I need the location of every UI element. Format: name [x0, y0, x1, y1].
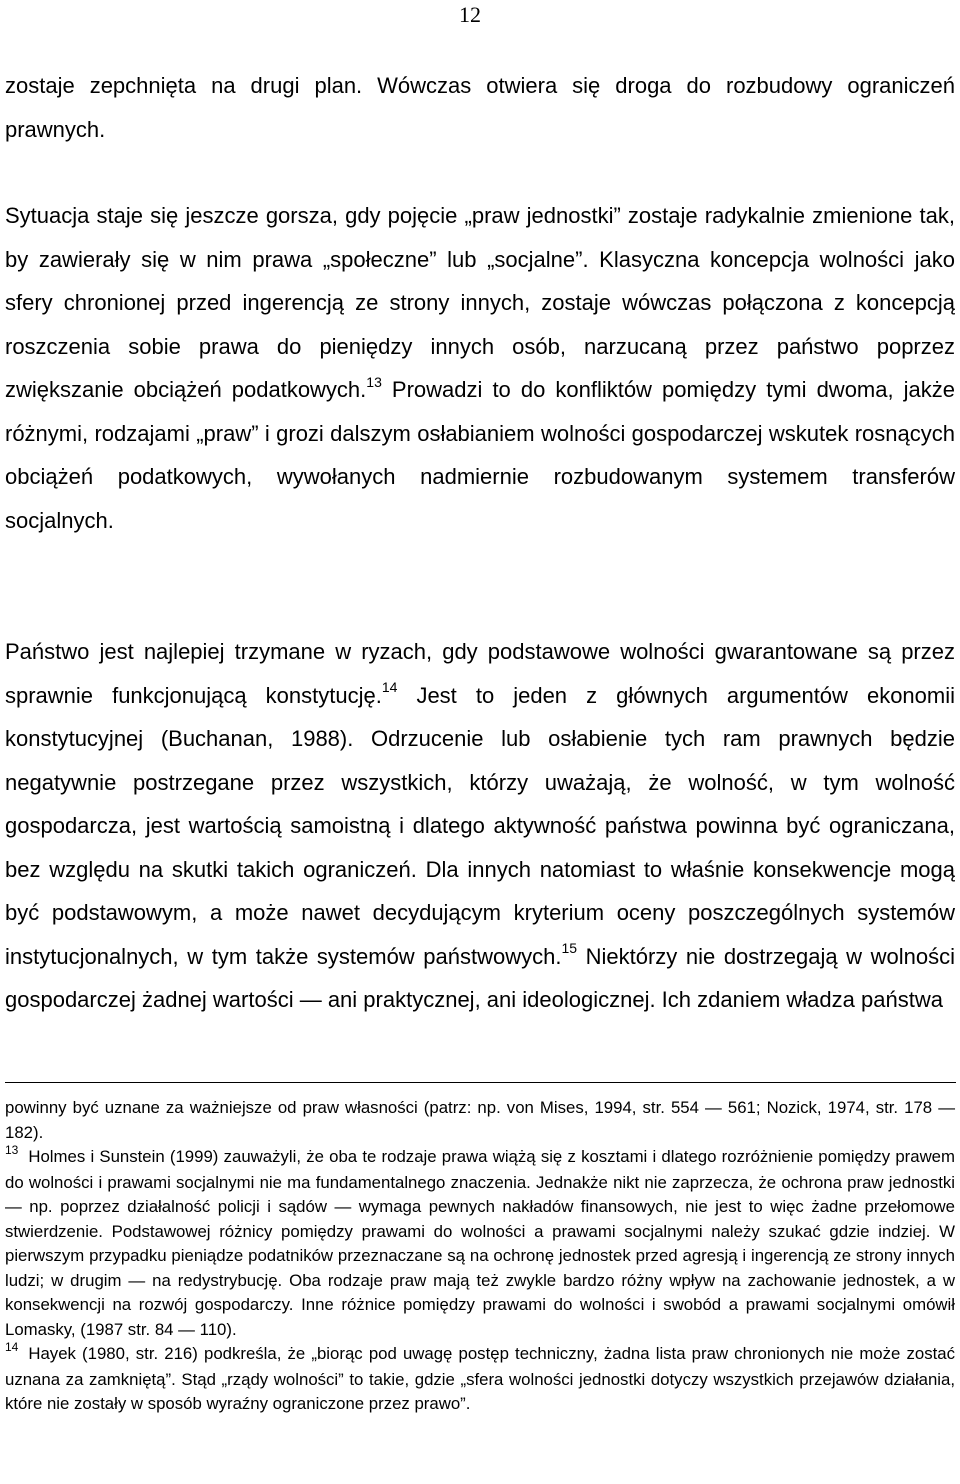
footnote-mark: 14 — [5, 1340, 19, 1354]
footnote-reference-15: 15 — [561, 940, 578, 957]
paragraph-text: zostaje zepchnięta na drugi plan. Wówczas otwiera się droga do rozbudowy ograniczeń prawnych. — [5, 73, 955, 142]
text-segment: Państwo jest najlepiej trzymane w ryzach, gdy podstawowe wolności gwarantowane są przez sprawnie funkcjonującą konstytucję. — [5, 639, 955, 708]
paragraph-2 — [5, 194, 955, 542]
footnote-reference-13: 13 — [366, 373, 382, 390]
text-segment: Niektórzy nie dostrzegają w wolności gospodarczej żadnej wartości — ani praktycznej, ani ideologicznej. Ich zdaniem władza państwa — [5, 943, 955, 1012]
footnote-continuation: powinny być uznane za ważniejsze od praw własności (patrz: np. von Mises, 1994, str. 554 — 561; Nozick, 1974, str. 178 — 182). — [5, 1098, 955, 1142]
footnote-mark: 13 — [5, 1143, 19, 1157]
footnote-13 — [5, 1145, 955, 1342]
footnote-reference-14: 14 — [381, 679, 398, 696]
footnote-separator — [5, 1082, 956, 1083]
footnote-text: Holmes i Sunstein (1999) zauważyli, że oba te rodzaje prawa wiążą się z kosztami i dlatego rozróżnienie pomiędzy prawem do wolności i prawami socjalnymi nie ma fundamentalnego znaczenia. Jednakże nikt nie zaprzecza, że ochrona praw jednostki — np. poprzez działalność policji i sądów — wymaga pewnych nakładów finansowych, nie jest to więc żadne przełomowe stwierdzenie. Podstawowej różnicy pomiędzy prawami do wolności a prawami socjalnymi należy szukać gdzie indziej. W pierwszym przypadku pieniądze podatników przeznaczane są na ochronę jednostek przed agresją i ingerencją ze strony innych ludzi; w drugim — na redystrybucję. Oba rodzaje praw mają też zwykle bardzo różny wpływ na zachowanie jednostek, a w konsekwencji na rozwój gospodarczy. Inne różnice pomiędzy prawami do wolności i swobód a prawami socjalnymi omówił Lomasky, (1987 str. 84 — 110). — [5, 1147, 955, 1339]
footnotes — [5, 1096, 955, 1417]
footnote-14 — [5, 1342, 955, 1417]
text-segment: Jest to jeden z głównych argumentów ekonomii konstytucyjnej (Buchanan, 1988). Odrzucenie lub osłabienie tych ram prawnych będzie negatywnie postrzegane przez wszystkich, którzy uważają, że wolność, w tym wolność gospodarcza, jest wartością samoistną i dlatego aktywność państwa powinna być ograniczana, bez względu na skutki takich ograniczeń. Dla innych natomiast to właśnie konsekwencje mogą być podstawowym, a może nawet decydującym kryterium oceny poszczególnych systemów instytucjonalnych, w tym także systemów państwowych. — [5, 682, 956, 969]
paragraph-3 — [5, 630, 955, 1022]
text-segment: Prowadzi to do konfliktów pomiędzy tymi dwoma, jakże różnymi, rodzajami „praw” i grozi dalszym osłabianiem wolności gospodarczej wskutek rosnących obciążeń podatkowych, wywołanych nadmiernie rozbudowanym systemem transferów socjalnych. — [5, 377, 956, 533]
page-number: 12 — [459, 2, 481, 27]
text-segment: Sytuacja staje się jeszcze gorsza, gdy pojęcie „praw jednostki” zostaje radykalnie zmienione tak, by zawierały się w nim prawa „społeczne” lub „socjalne”. Klasyczna koncepcja wolności jako sfery chronionej przed ingerencją ze strony innych, zostaje wówczas połączona z koncepcją roszczenia sobie prawa do pieniędzy innych osób, narzucaną przez państwo poprzez zwiększanie obciążeń podatkowych. — [5, 203, 955, 402]
paragraph-text — [5, 630, 955, 1022]
paragraph-text — [5, 194, 955, 542]
paragraph-1 — [5, 64, 955, 151]
footnote-text: Hayek (1980, str. 216) podkreśla, że „biorąc pod uwagę postęp techniczny, żadna lista praw chronionych nie może zostać uznana za zamkniętą”. Stąd „rządy wolności” to takie, gdzie „sfera wolności jednostki dotyczy wszystkich przejawów działania, które nie zostały w sposób wyraźny ograniczone przez prawo”. — [5, 1344, 955, 1413]
